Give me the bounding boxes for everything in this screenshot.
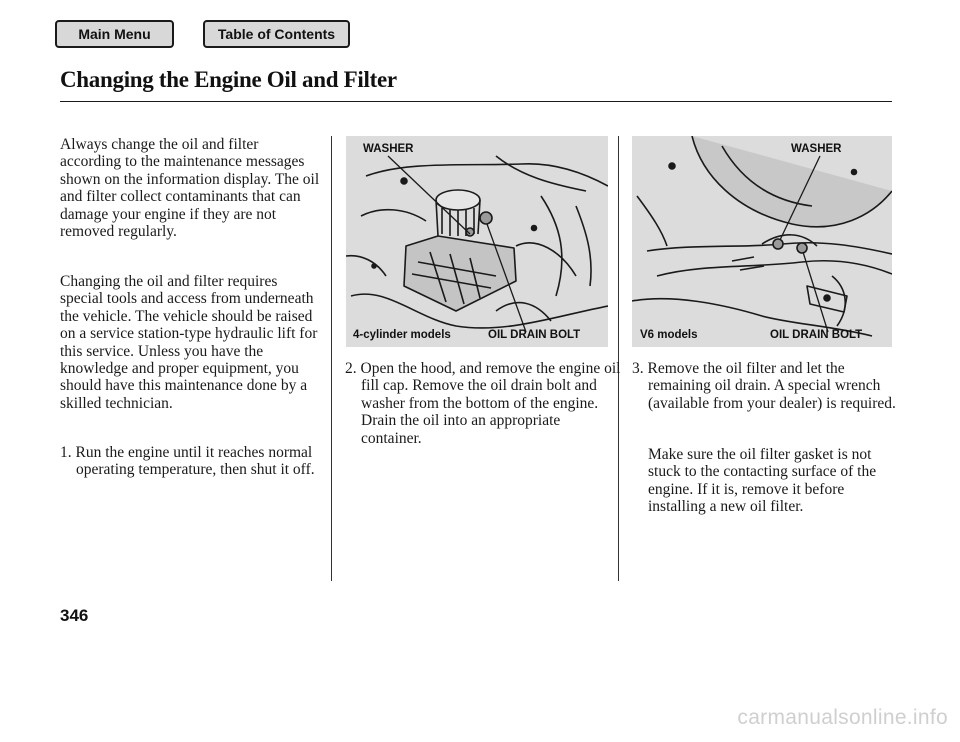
washer-label: WASHER bbox=[363, 143, 414, 155]
main-menu-button[interactable]: Main Menu bbox=[55, 20, 174, 48]
drain-bolt-label: OIL DRAIN BOLT bbox=[770, 329, 863, 341]
step-3-note: Make sure the oil filter gasket is not stuck to the contacting surface of the engine. If it is, remove it before installing a new oil filter. bbox=[648, 446, 877, 516]
engine-illustration bbox=[346, 136, 608, 347]
intro-paragraph: Always change the oil and filter according to the maintenance messages shown on the information display. The oil and filter collect contaminants that can damage your engine if they are not removed regularly. bbox=[60, 136, 320, 241]
column-divider-right bbox=[618, 136, 619, 581]
engine-diagram-4cyl bbox=[346, 136, 608, 347]
table-of-contents-button[interactable]: Table of Contents bbox=[203, 20, 350, 48]
column-divider-left bbox=[331, 136, 332, 581]
model-label: V6 models bbox=[640, 329, 698, 341]
drain-bolt-label: OIL DRAIN BOLT bbox=[488, 329, 581, 341]
washer-label: WASHER bbox=[791, 143, 842, 155]
step-3: 3. Remove the oil filter and let the remaining oil drain. A special wrench (available from your dealer) is required. bbox=[632, 360, 896, 412]
page-title: Changing the Engine Oil and Filter bbox=[60, 67, 397, 92]
page-number: 346 bbox=[60, 606, 89, 625]
step-2: 2. Open the hood, and remove the engine oil fill cap. Remove the oil drain bolt and washer from the bottom of the engine. Drain the oil into an appropriate container. bbox=[345, 360, 621, 447]
requirements-paragraph: Changing the oil and filter requires special tools and access from underneath the vehicle. The vehicle should be raised on a service station-type hydraulic lift for this service. Unless you have the knowledge and proper equipment, you should have this maintenance done by a skilled technician. bbox=[60, 273, 318, 412]
engine-illustration bbox=[632, 136, 892, 347]
step-1: 1. Run the engine until it reaches normal operating temperature, then shut it off. bbox=[60, 444, 315, 479]
model-label: 4-cylinder models bbox=[353, 329, 451, 341]
engine-diagram-v6 bbox=[632, 136, 892, 347]
title-divider bbox=[60, 101, 892, 102]
watermark: carmanualsonline.info bbox=[737, 706, 948, 729]
